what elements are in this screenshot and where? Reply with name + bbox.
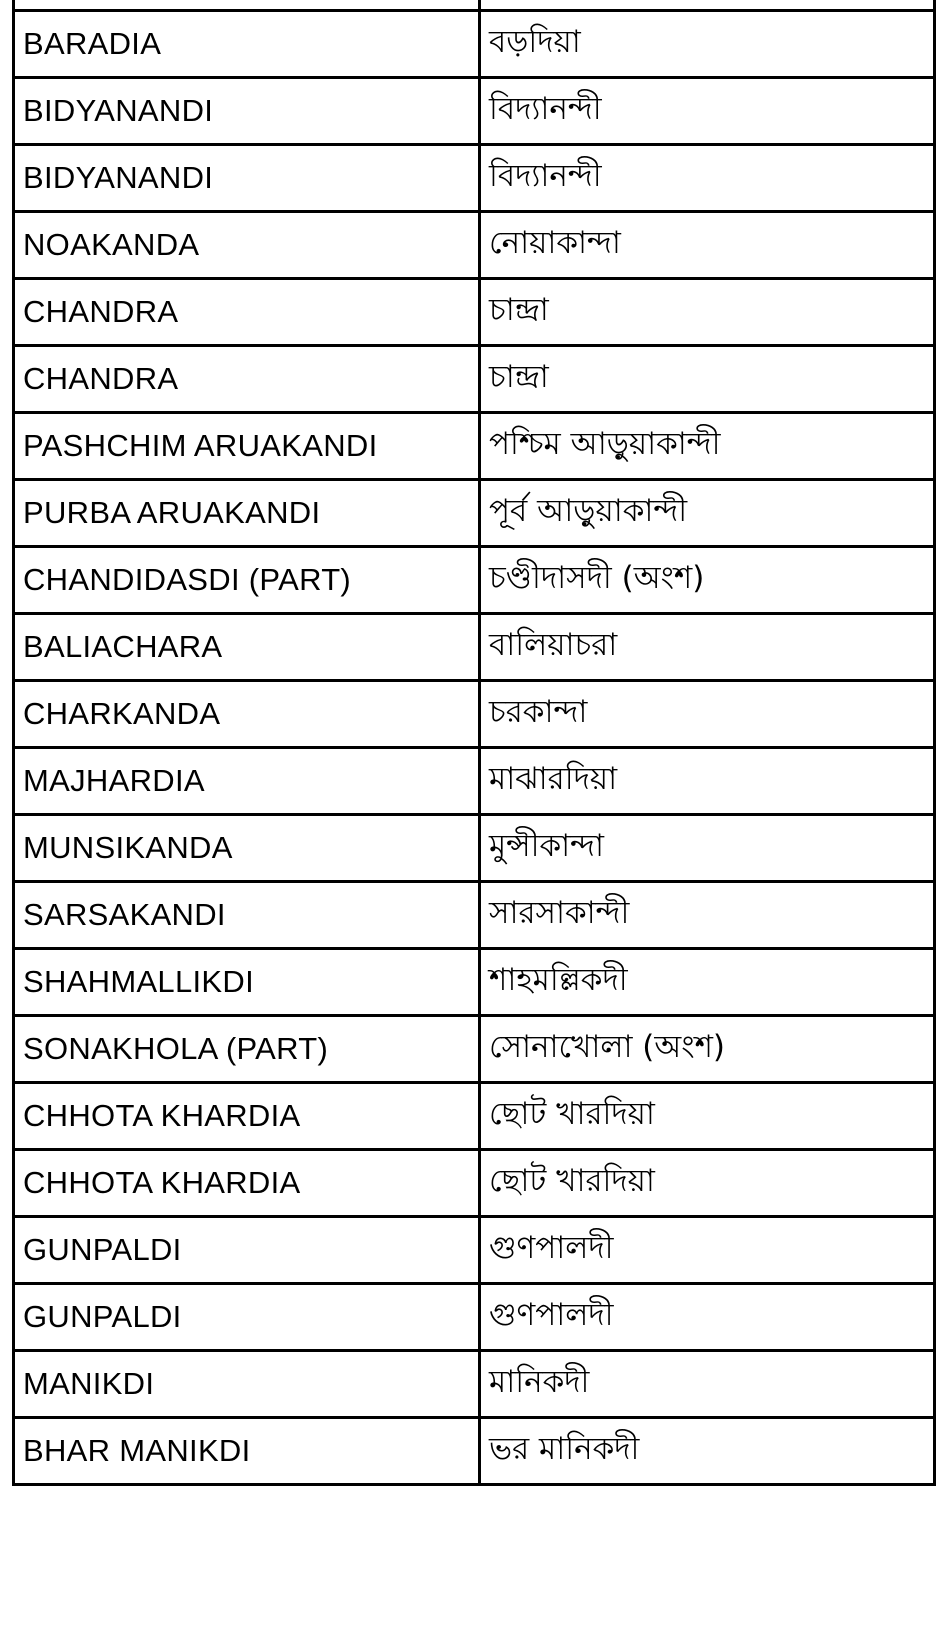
english-name-cell: CHANDIDASDI (PART) [14,547,480,614]
bengali-name-cell: চান্দ্রা [480,346,935,413]
english-name-cell: CHANDRA [14,346,480,413]
table-row [14,78,935,145]
bengali-name-cell: গুণপালদী [480,1284,935,1351]
english-name-cell: CHANDRA [14,279,480,346]
bengali-name-cell: ছোট খারদিয়া [480,1150,935,1217]
table-row [14,212,935,279]
bengali-name-cell: বড়দিয়া [480,11,935,78]
table-row [14,1418,935,1485]
english-name-cell: GUNPALDI [14,1217,480,1284]
english-name-cell: CHHOTA KHARDIA [14,1150,480,1217]
bengali-name-cell: পশ্চিম আড়ুয়াকান্দী [480,413,935,480]
english-name-cell: CHHOTA KHARDIA [14,1083,480,1150]
table-row [14,748,935,815]
table-row [14,547,935,614]
table-row [14,480,935,547]
table-body [14,0,935,1485]
english-name-cell: BIDYANANDI [14,145,480,212]
village-name-table [12,0,936,1486]
bengali-name-cell: বালিয়াচরা [480,614,935,681]
table-row [14,1284,935,1351]
table-row [14,882,935,949]
table-row [14,1150,935,1217]
english-name-cell: SARSAKANDI [14,882,480,949]
bengali-name-cell: চান্দ্রা [480,279,935,346]
bengali-name-cell: পূর্ব আড়ুয়াকান্দী [480,480,935,547]
bengali-name-cell: চণ্ডীদাসদী (অংশ) [480,547,935,614]
bengali-name-cell: নোয়াকান্দা [480,212,935,279]
table-header-stub-row [14,0,935,11]
bengali-name-cell: সারসাকান্দী [480,882,935,949]
english-name-cell: PASHCHIM ARUAKANDI [14,413,480,480]
table-row [14,145,935,212]
english-name-cell: SHAHMALLIKDI [14,949,480,1016]
bengali-name-cell: মানিকদী [480,1351,935,1418]
english-name-cell: MAJHARDIA [14,748,480,815]
table-row [14,815,935,882]
english-name-cell: BALIACHARA [14,614,480,681]
table-row [14,11,935,78]
english-name-cell: MANIKDI [14,1351,480,1418]
table-row [14,279,935,346]
header-stub-cell-en [14,0,480,11]
table-row [14,413,935,480]
table-row [14,1217,935,1284]
bengali-name-cell: গুণপালদী [480,1217,935,1284]
english-name-cell: BARADIA [14,11,480,78]
header-stub-cell-bn [480,0,935,11]
table-row [14,1083,935,1150]
bengali-name-cell: ভর মানিকদী [480,1418,935,1485]
bengali-name-cell: ছোট খারদিয়া [480,1083,935,1150]
english-name-cell: SONAKHOLA (PART) [14,1016,480,1083]
table-row [14,681,935,748]
table-row [14,614,935,681]
bengali-name-cell: বিদ্যানন্দী [480,78,935,145]
english-name-cell: NOAKANDA [14,212,480,279]
english-name-cell: PURBA ARUAKANDI [14,480,480,547]
english-name-cell: MUNSIKANDA [14,815,480,882]
english-name-cell: BHAR MANIKDI [14,1418,480,1485]
table-row [14,1016,935,1083]
english-name-cell: BIDYANANDI [14,78,480,145]
table-row [14,346,935,413]
bengali-name-cell: সোনাখোলা (অংশ) [480,1016,935,1083]
bengali-name-cell: মাঝারদিয়া [480,748,935,815]
bengali-name-cell: মুন্সীকান্দা [480,815,935,882]
table-row [14,949,935,1016]
table-row [14,1351,935,1418]
bengali-name-cell: বিদ্যানন্দী [480,145,935,212]
english-name-cell: GUNPALDI [14,1284,480,1351]
english-name-cell: CHARKANDA [14,681,480,748]
bengali-name-cell: শাহমল্লিকদী [480,949,935,1016]
bengali-name-cell: চরকান্দা [480,681,935,748]
